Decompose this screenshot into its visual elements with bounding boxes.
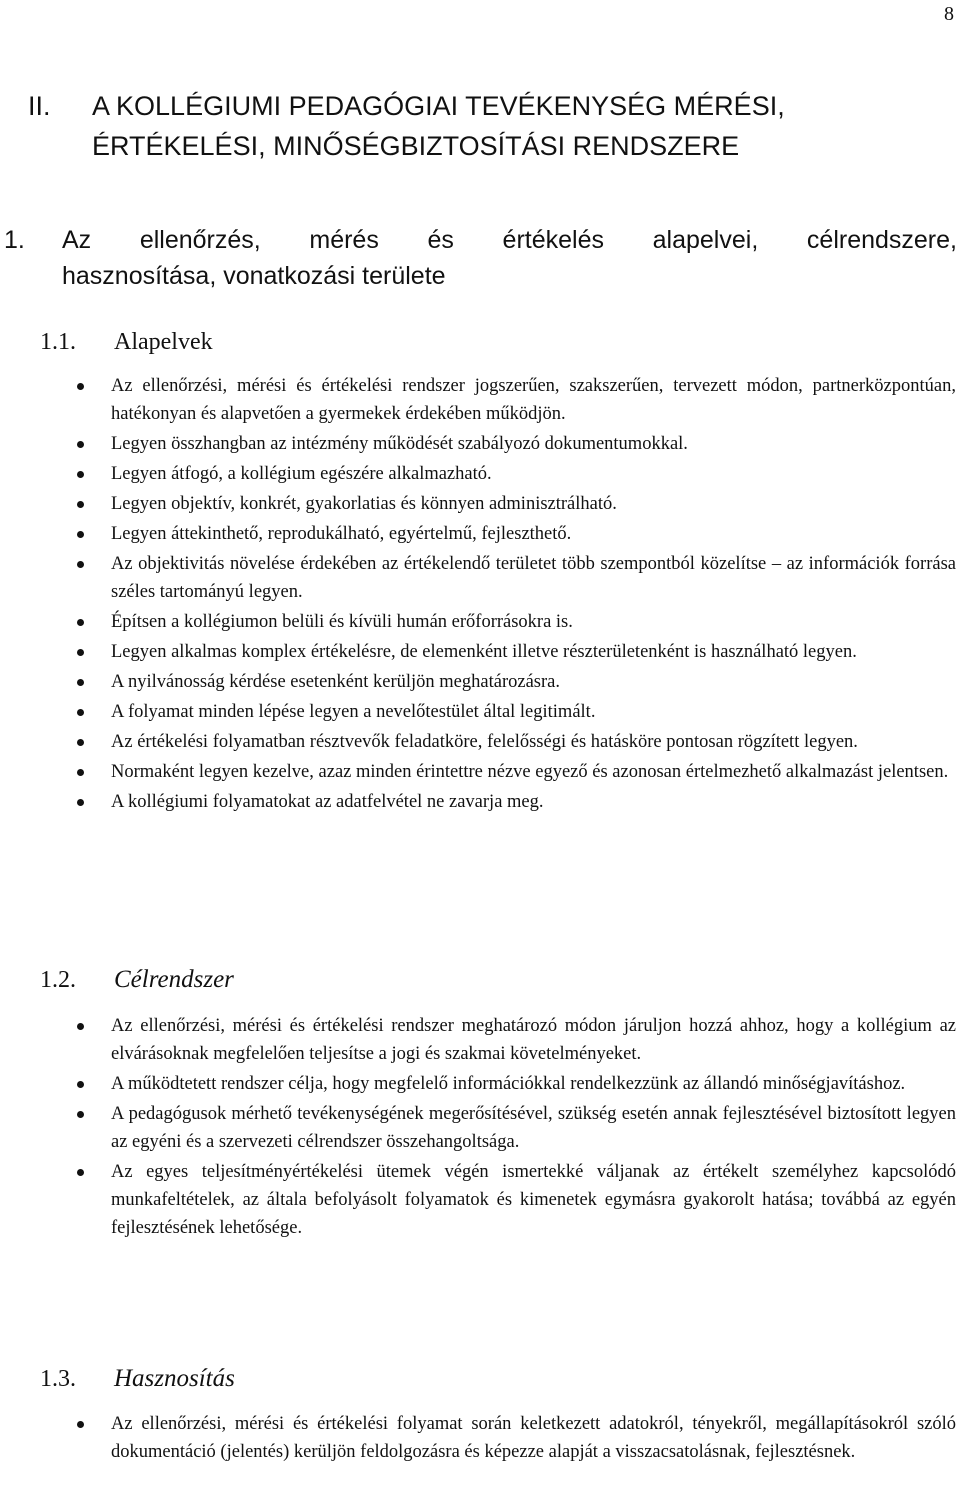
list-item: Legyen összhangban az intézmény működését szabályozó dokumentumokkal.	[111, 430, 956, 458]
list-item: Az ellenőrzési, mérési és értékelési rendszer jogszerűen, szakszerűen, tervezett módon, partnerközpontúan, hatékonyan és alapvetően a gyermekek érdekében működjön.	[111, 372, 956, 428]
list-item: Építsen a kollégiumon belüli és kívüli humán erőforrásokra is.	[111, 608, 956, 636]
principles-list	[111, 372, 956, 818]
list-item: Legyen átfogó, a kollégium egészére alkalmazható.	[111, 460, 956, 488]
list-item: Az egyes teljesítményértékelési ütemek végén ismertekké váljanak az értékelt személyhez kapcsolódó munkafeltételek, az általa befolyásolt folyamatok és kimenetek egymásra gyakorolt hatása; továbbá az egyén fejlesztésének lehetősége.	[111, 1158, 956, 1242]
list-item: Az objektivitás növelése érdekében az értékelendő területet több szempontból közelítse – az információk forrása széles tartományú legyen.	[111, 550, 956, 606]
subsection-number: 1.3.	[40, 1366, 76, 1392]
list-item: Legyen alkalmas komplex értékelésre, de elemenként illetve részterületenként is használható legyen.	[111, 638, 956, 666]
list-item: Az ellenőrzési, mérési és értékelési folyamat során keletkezett adatokról, tényekről, megállapításokról szóló dokumentáció (jelentés) kerüljön feldolgozásra és képezze alapját a visszacsatolásnak, fejlesztésnek.	[111, 1410, 956, 1466]
list-item: Legyen objektív, konkrét, gyakorlatias és könnyen adminisztrálható.	[111, 490, 956, 518]
chapter-title	[92, 86, 785, 166]
section-title-line1: Az ellenőrzés, mérés és értékelés alapelvei, célrendszere,	[62, 226, 957, 254]
list-item: A folyamat minden lépése legyen a nevelőtestület által legitimált.	[111, 698, 956, 726]
subsection-number: 1.1.	[40, 329, 76, 355]
list-item: A pedagógusok mérhető tevékenységének megerősítésével, szükség esetén annak fejlesztésével biztosított legyen az egyéni és a szervezeti célrendszer összehangoltsága.	[111, 1100, 956, 1156]
chapter-title-line1: A KOLLÉGIUMI PEDAGÓGIAI TEVÉKENYSÉG MÉRÉSI,	[92, 91, 785, 121]
section-number: 1.	[4, 226, 25, 254]
list-item: A kollégiumi folyamatokat az adatfelvétel ne zavarja meg.	[111, 788, 956, 816]
section-heading	[4, 222, 957, 294]
page-number: 8	[944, 3, 954, 25]
list-item: Legyen áttekinthető, reprodukálható, egyértelmű, fejleszthető.	[111, 520, 956, 548]
subsection-title: Hasznosítás	[114, 1365, 235, 1392]
utilization-list	[111, 1410, 956, 1468]
subsection-title: Alapelvek	[114, 329, 213, 355]
list-item: A működtetett rendszer célja, hogy megfelelő információkkal rendelkezzünk az állandó minőségjavításhoz.	[111, 1070, 956, 1098]
chapter-title-line2: ÉRTÉKELÉSI, MINŐSÉGBIZTOSÍTÁSI RENDSZERE	[92, 131, 740, 161]
list-item: Az ellenőrzési, mérési és értékelési rendszer meghatározó módon járuljon hozzá ahhoz, hogy a kollégium az elvárásoknak megfelelően teljesítse a jogi és szakmai követelményeket.	[111, 1012, 956, 1068]
subsection-number: 1.2.	[40, 967, 76, 993]
list-item: Az értékelési folyamatban résztvevők feladatköre, felelősségi és hatásköre pontosan rögzített legyen.	[111, 728, 956, 756]
goals-list	[111, 1012, 956, 1244]
list-item: A nyilvánosság kérdése esetenként kerüljön meghatározásra.	[111, 668, 956, 696]
chapter-number: II.	[28, 91, 51, 121]
list-item: Normaként legyen kezelve, azaz minden érintettre nézve egyező és azonosan értelmezhető alkalmazást jelentsen.	[111, 758, 956, 786]
subsection-title: Célrendszer	[114, 966, 234, 993]
section-title-line2: hasznosítása, vonatkozási területe	[62, 262, 446, 290]
